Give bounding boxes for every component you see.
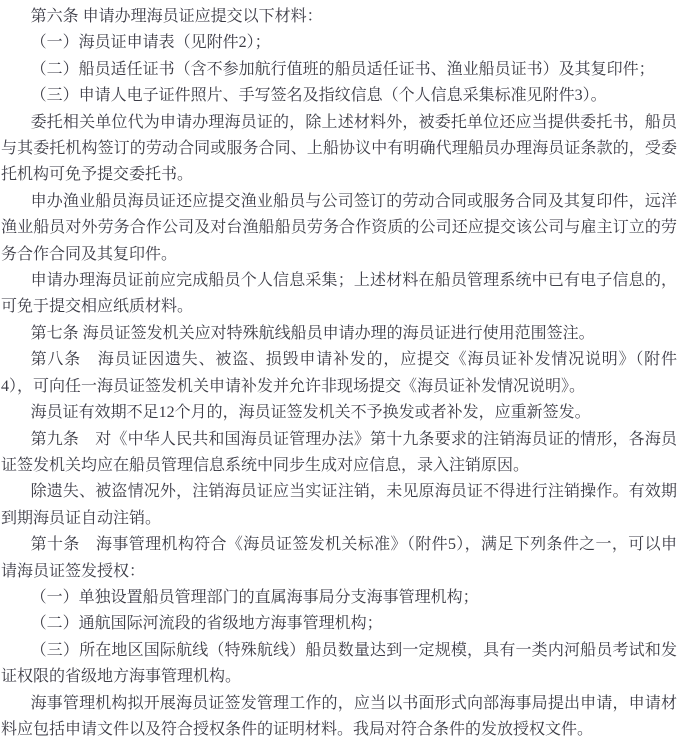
para-article-10-item-3: （三）所在地区国际航线（特殊航线）船员数量达到一定规模，具有一类内河船员考试和发证权限的省级地方海事管理机构。: [1, 641, 677, 686]
para-article-8-validity: 海员证有效期不足12个月的，海员证签发机关不予换发或者补发，应重新签发。: [30, 404, 591, 422]
para-article-6-info: 申请办理海员证前应完成船员个人信息采集；上述材料在船员管理系统中已有电子信息的，可免于提交相应纸质材料。: [1, 272, 677, 316]
para-article-10-lead: 第十条 海事管理机构符合《海员证签发机关标准》（附件5），满足下列条件之一，可以申请海员证签发授权：: [1, 536, 677, 580]
para-article-6-item-1: （一）海员证申请表（见附件2）；: [30, 34, 271, 52]
para-article-7: 第七条 海员证签发机关应对特殊航线船员申请办理的海员证进行使用范围签注。: [30, 324, 595, 342]
para-article-6-lead: 第六条 申请办理海员证应提交以下材料：: [30, 8, 323, 25]
para-article-9-cancel: 除遗失、被盗情况外，注销海员证应当实证注销，未见原海员证不得进行注销操作。有效期到期海员证自动注销。: [1, 483, 677, 527]
para-article-10-item-1: （一）单独设置船员管理部门的直属海事局分支海事管理机构；: [30, 588, 479, 606]
document-body: [1, 4, 677, 743]
para-article-6-item-2: （二）船员适任证书（含不参加航行值班的船员适任证书、渔业船员证书）及其复印件；: [30, 60, 655, 78]
para-article-10-apply: 海事管理机构拟开展海员证签发管理工作的，应当以书面形式向部海事局提出申请，申请材料应包括申请文件以及符合授权条件的证明材料。我局对符合条件的发放授权文件。: [1, 694, 677, 738]
para-article-9-lead: 第九条 对《中华人民共和国海员证管理办法》第十九条要求的注销海员证的情形，各海员证签发机关均应在船员管理信息系统中同步生成对应信息，录入注销原因。: [1, 430, 677, 474]
para-article-10-item-2: （二）通航国际河流段的省级地方海事管理机构；: [30, 615, 383, 633]
para-article-6-item-3: （三）申请人电子证件照片、手写签名及指纹信息（个人信息采集标准见附件3）。: [30, 87, 607, 105]
para-article-8-lead: 第八条 海员证因遗失、被盗、损毁申请补发的，应提交《海员证补发情况说明》（附件4），可向任一海员证签发机关申请补发并允许非现场提交《海员证补发情况说明》。: [1, 351, 677, 395]
para-article-6-fishery: 申办渔业船员海员证还应提交渔业船员与公司签订的劳动合同或服务合同及其复印件，远洋渔业船员对外劳务合作公司及对台渔船船员劳务合作资质的公司还应提交该公司与雇主订立的劳务合作合同及其复印件。: [1, 192, 677, 263]
para-article-6-entrust: 委托相关单位代为申请办理海员证的，除上述材料外，被委托单位还应当提供委托书，船员与其委托机构签订的劳动合同或服务合同、上船协议中有明确代理船员办理海员证条款的，受委托机构可免予提交委托书。: [1, 113, 677, 184]
